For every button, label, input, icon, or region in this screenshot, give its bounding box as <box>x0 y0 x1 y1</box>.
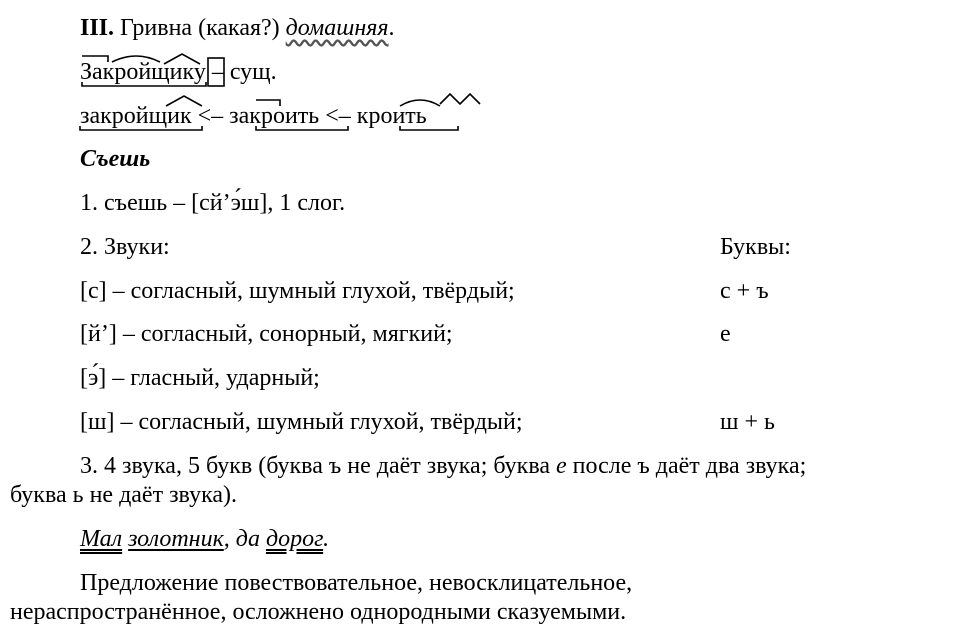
word-kroit: кроить <box>356 103 427 129</box>
line-gryvna <box>80 14 395 42</box>
count-summary-part-a: 3. 4 звука, 5 букв (буква ъ не даёт звука; буква <box>80 453 556 479</box>
line1-period: . <box>388 15 395 41</box>
letter-e-italic: е <box>556 453 567 479</box>
proverb-word-zolotnik: золотник <box>128 526 224 552</box>
word-zakroit: закроить <box>229 103 320 129</box>
sound-row-1: [с] – согласный, шумный глухой, твёрдый; <box>80 278 515 304</box>
letters-row-1: с + ъ <box>720 278 769 304</box>
sound-row-3: [э́] – гласный, ударный; <box>80 365 320 391</box>
sound-row-4: [ш] – согласный, шумный глухой, твёрдый; <box>80 409 523 435</box>
line-derivation <box>80 102 427 130</box>
count-summary-line1 <box>80 452 806 480</box>
letters-row-4: ш + ь <box>720 409 775 435</box>
sounds-label: 2. Звуки: <box>80 234 170 260</box>
word-zakroyshchiku: Закройщику <box>80 59 206 85</box>
proverb-period: . <box>323 526 330 552</box>
letters-row-2: е <box>720 321 731 347</box>
part-of-speech: – сущ. <box>211 59 277 85</box>
proverb-connector: , да <box>223 526 266 552</box>
suffix-zigzag-3 <box>440 94 480 104</box>
sentence-analysis-line2: нераспространённое, осложнено однородными сказуемыми. <box>10 599 627 625</box>
section-number: III. <box>80 15 115 41</box>
sound-row-2: [й’] – согласный, сонорный, мягкий; <box>80 321 453 347</box>
count-summary-line2: буква ь не даёт звука). <box>10 482 238 508</box>
count-summary-part-b: после ъ даёт два звука; <box>566 453 807 479</box>
word-gryvna: Гривна <box>120 15 193 41</box>
line-zakroyshchiku <box>80 58 277 86</box>
proverb <box>80 525 329 553</box>
proverb-word-dorog: дорог <box>265 526 324 552</box>
answer-domashnyaya: домашняя <box>285 15 389 41</box>
proverb-word-mal: Мал <box>80 526 123 552</box>
sentence-analysis-line1: Предложение повествовательное, невосклицательное, <box>80 570 633 596</box>
word-zakroyshchik: закройщик <box>80 103 192 129</box>
derivation-arrow-1: <– <box>197 103 224 129</box>
letters-label: Буквы: <box>720 234 791 260</box>
question-text: (какая?) <box>198 15 280 41</box>
phonetic-transcription: 1. съешь – [сй’э́ш], 1 слог. <box>80 190 346 216</box>
heading-sesh: Съешь <box>80 146 151 172</box>
derivation-arrow-2: <– <box>325 103 351 129</box>
